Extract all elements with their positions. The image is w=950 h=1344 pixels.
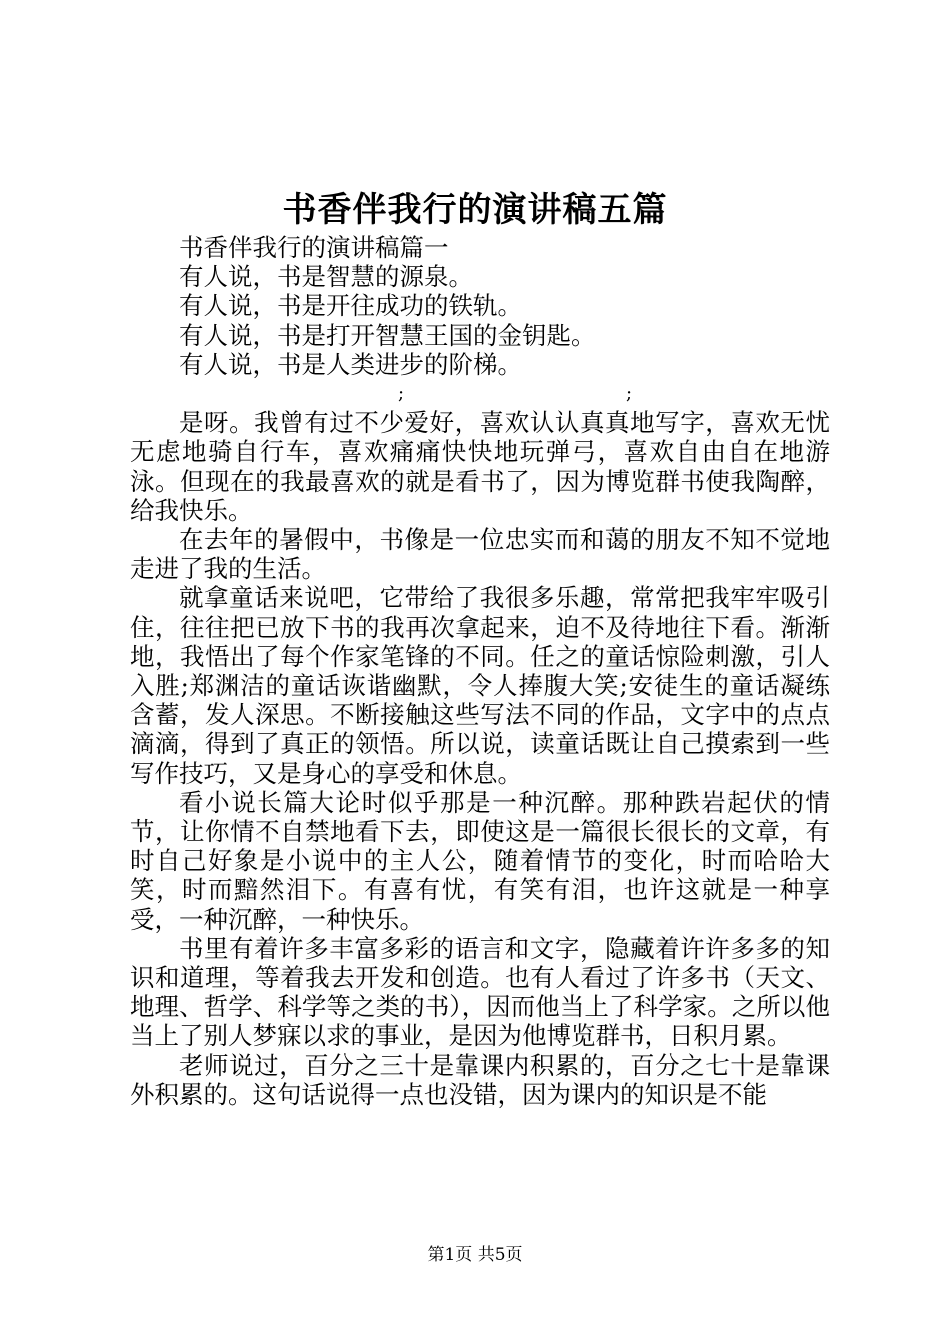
quote-line: 有人说，书是打开智慧王国的金钥匙。 <box>179 320 596 350</box>
page-footer: 第1页 共5页 <box>427 1245 523 1265</box>
paragraph: 看小说长篇大论时似乎那是一种沉醉。那种跌岩起伏的情节，让你情不自禁地看下去，即使这是一篇很长很长的文章，有时自己好象是小说中的主人公，随着情节的变化，时而哈哈大笑，时而黯然泪下。有喜有忧，有笑有泪，也许这就是一种享受，一种沉醉，一种快乐。 <box>130 787 830 934</box>
paragraph: 就拿童话来说吧，它带给了我很多乐趣，常常把我牢牢吸引住，往往把已放下书的我再次拿起来，迫不及待地往下看。渐渐地，我悟出了每个作家笔锋的不同。任之的童话惊险刺激，引人入胜;郑渊洁的童话诙谐幽默，令人捧腹大笑;安徒生的童话凝练含蓄，发人深思。不断接触这些写法不同的作品，文字中的点点滴滴，得到了真正的领悟。所以说，读童话既让自己摸索到一些写作技巧，又是身心的享受和休息。 <box>130 583 830 788</box>
document-body <box>130 233 830 1109</box>
section-heading: 书香伴我行的演讲稿篇一 <box>179 233 449 262</box>
paragraph: 书里有着许多丰富多彩的语言和文字，隐藏着许许多多的知识和道理，等着我去开发和创造。也有人看过了许多书（天文、地理、哲学、科学等之类的书），因而他当上了科学家。之所以他当上了别人梦寐以求的事业，是因为他博览群书，日积月累。 <box>130 933 830 1051</box>
paragraph: 老师说过，百分之三十是靠课内积累的，百分之七十是靠课外积累的。这句话说得一点也没错，因为课内的知识是不能 <box>130 1050 830 1109</box>
separator-mark: ; <box>398 383 405 405</box>
document-title: 书香伴我行的演讲稿五篇 <box>282 190 668 230</box>
paragraph: 是呀。我曾有过不少爱好，喜欢认认真真地写字，喜欢无忧无虑地骑自行车，喜欢痛痛快快地玩弹弓，喜欢自由自在地游泳。但现在的我最喜欢的就是看书了，因为博览群书使我陶醉，给我快乐。 <box>130 408 830 525</box>
paragraph: 在去年的暑假中，书像是一位忠实而和蔼的朋友不知不觉地走进了我的生活。 <box>130 525 830 584</box>
quote-line: 有人说，书是开往成功的铁轨。 <box>179 291 522 321</box>
separator-marks <box>130 379 830 408</box>
quote-line: 有人说，书是人类进步的阶梯。 <box>179 349 522 379</box>
quote-line: 有人说，书是智慧的源泉。 <box>179 262 473 292</box>
separator-mark: ; <box>626 383 633 405</box>
